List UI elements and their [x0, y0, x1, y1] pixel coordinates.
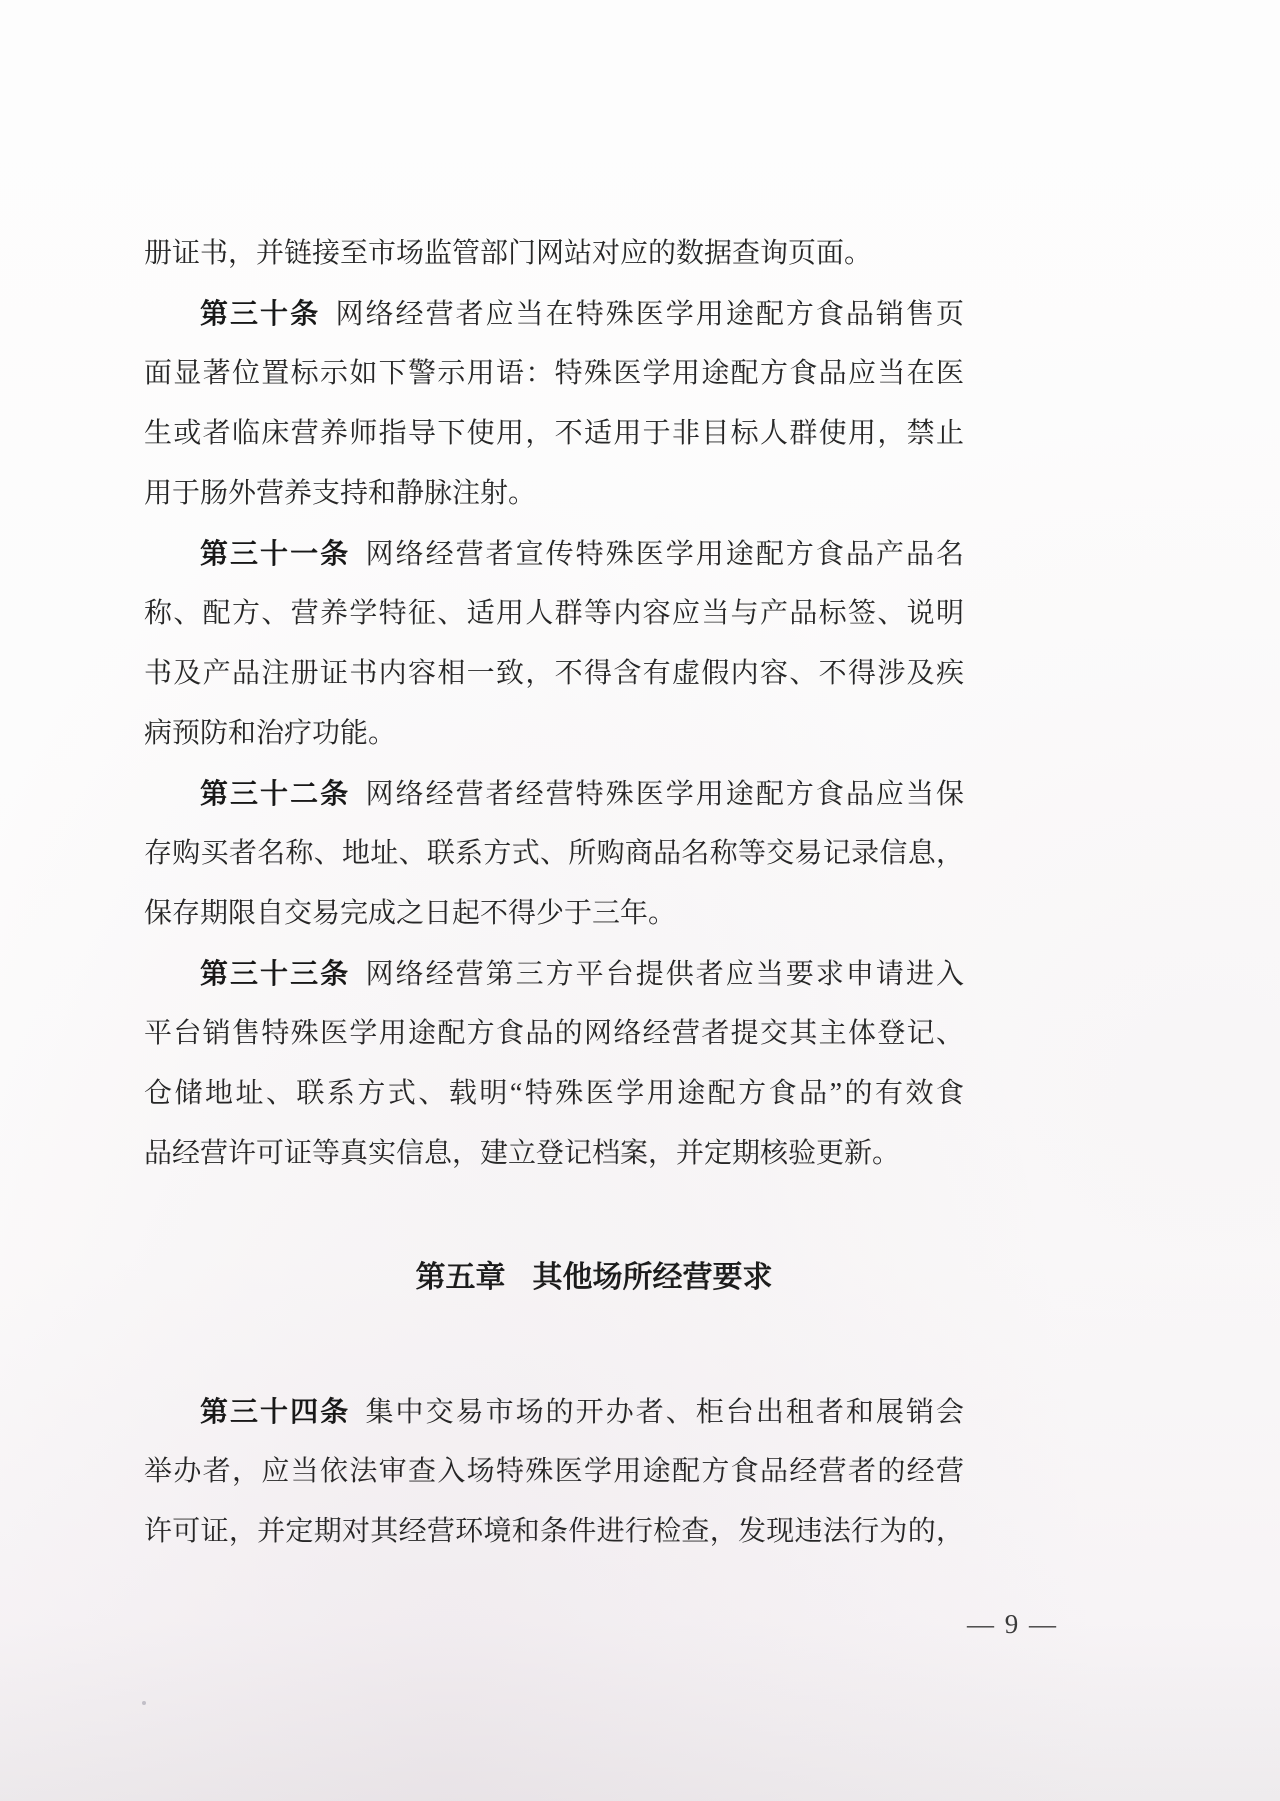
body-line-text: 网络经营第三方平台提供者应当要求申请进入 [365, 959, 964, 990]
body-line: 生或者临床营养师指导下使用，不适用于非目标人群使用，禁止 [144, 418, 964, 449]
body-line [144, 524, 964, 584]
page-number: — 9 — [967, 1609, 1058, 1639]
body-line-text: 网络经营者应当在特殊医学用途配方食品销售页 [335, 299, 964, 330]
body-line: 仓储地址、联系方式、载明“特殊医学用途配方食品”的有效食 [144, 1078, 964, 1109]
body-line [144, 284, 964, 344]
article-number-label: 第三十三条 [200, 958, 351, 989]
body-line [144, 1382, 964, 1442]
body-line [144, 944, 964, 1004]
body-line: 存购买者名称、地址、联系方式、所购商品名称等交易记录信息， [144, 838, 964, 869]
body-line: 册证书，并链接至市场监管部门网站对应的数据查询页面。 [144, 238, 873, 269]
scan-artifact [142, 1701, 146, 1705]
article-number-label: 第三十二条 [200, 778, 351, 809]
body-line: 平台销售特殊医学用途配方食品的网络经营者提交其主体登记、 [144, 1018, 964, 1049]
chapter-heading [184, 1248, 1004, 1308]
body-line: 面显著位置标示如下警示用语：特殊医学用途配方食品应当在医 [144, 358, 964, 389]
body-line-text: 网络经营者经营特殊医学用途配方食品应当保 [365, 779, 964, 810]
body-line: 举办者，应当依法审查入场特殊医学用途配方食品经营者的经营 [144, 1456, 964, 1487]
body-line-text: 集中交易市场的开办者、柜台出租者和展销会 [365, 1397, 964, 1428]
chapter-number: 第五章 [415, 1261, 506, 1294]
article-number-label: 第三十一条 [200, 538, 351, 569]
body-line: 保存期限自交易完成之日起不得少于三年。 [144, 898, 677, 929]
body-line: 品经营许可证等真实信息，建立登记档案，并定期核验更新。 [144, 1138, 901, 1169]
body-line: 书及产品注册证书内容相一致，不得含有虚假内容、不得涉及疾 [144, 658, 964, 689]
body-line [144, 764, 964, 824]
body-line: 用于肠外营养支持和静脉注射。 [144, 478, 537, 509]
body-line: 许可证，并定期对其经营环境和条件进行检查，发现违法行为的， [144, 1516, 964, 1547]
document-body [144, 224, 964, 1184]
chapter-title: 其他场所经营要求 [532, 1261, 773, 1294]
body-line: 称、配方、营养学特征、适用人群等内容应当与产品标签、说明 [144, 598, 964, 629]
body-line-text: 网络经营者宣传特殊医学用途配方食品产品名 [365, 539, 964, 570]
document-body-continued [144, 1382, 964, 1562]
article-number-label: 第三十四条 [200, 1396, 351, 1427]
article-number-label: 第三十条 [200, 298, 321, 329]
body-line: 病预防和治疗功能。 [144, 718, 397, 749]
